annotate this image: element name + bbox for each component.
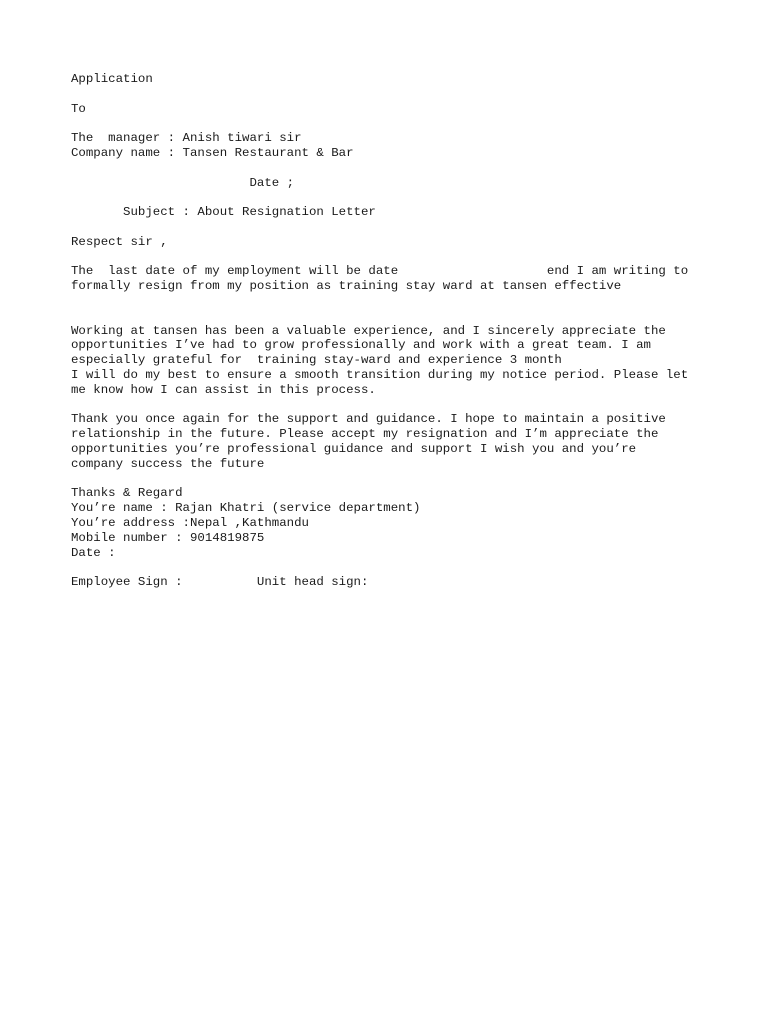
paragraph-line: Thank you once again for the support and guidance. I hope to maintain a positive [71,412,666,427]
sender-name: You’re name : Rajan Khatri (service department) [71,501,421,516]
recipient-company: Company name : Tansen Restaurant & Bar [71,145,354,160]
paragraph-3 [71,412,731,471]
paragraph-line: Working at tansen has been a valuable experience, and I sincerely appreciate the [71,323,666,338]
closing-block [71,486,731,560]
closing-date: Date : [71,545,116,560]
letter-heading: Application [71,72,153,86]
subject-line: Subject : About Resignation Letter [71,205,376,220]
paragraph-line: company success the future [71,456,265,471]
paragraph-line: me know how I can assist in this process. [71,382,376,397]
closing-regards: Thanks & Regard [71,486,183,501]
sender-address: You’re address :Nepal ,Kathmandu [71,515,309,530]
sender-mobile: Mobile number : 9014819875 [71,530,265,545]
signature-line: Employee Sign : Unit head sign: [71,575,369,590]
to-line: To [71,101,86,116]
paragraph-1 [71,264,731,294]
recipient-manager: The manager : Anish tiwari sir [71,131,302,146]
salutation: Respect sir , [71,234,168,249]
paragraph-line: especially grateful for training stay-ward and experience 3 month [71,353,562,368]
paragraph-line: opportunities I’ve had to grow professionally and work with a great team. I am [71,338,651,353]
paragraph-2 [71,324,731,398]
letter-date: Date ; [71,175,295,190]
paragraph-line: relationship in the future. Please accept my resignation and I’m appreciate the [71,427,659,442]
paragraph-line: The last date of my employment will be date end I am writing to [71,264,689,279]
paragraph-line: opportunities you’re professional guidance and support I wish you and you’re [71,441,637,456]
paragraph-line: I will do my best to ensure a smooth transition during my notice period. Please let [71,367,689,382]
resignation-letter [71,72,731,590]
paragraph-line: formally resign from my position as training stay ward at tansen effective [71,279,622,294]
